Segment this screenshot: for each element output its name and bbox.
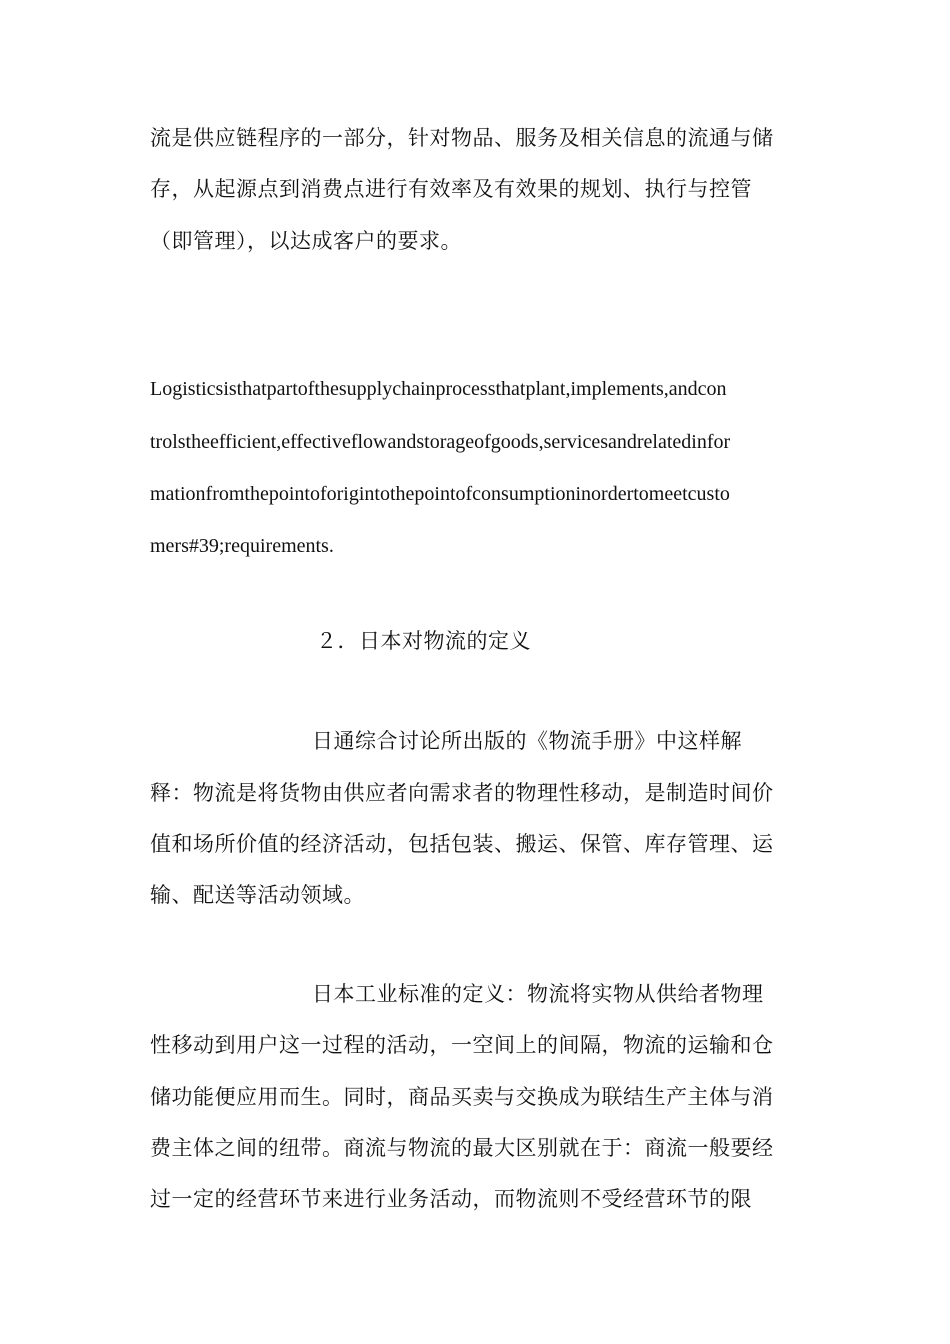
text-line: Logisticsisthatpartofthesupplychainprocessthatplant,implements,andcon [150, 378, 727, 400]
text-line: 输、配送等活动领域。 [150, 883, 365, 907]
text-line: mers#39;requirements. [150, 535, 334, 557]
text-line: 存，从起源点到消费点进行有效率及有效果的规划、执行与控管 [150, 177, 752, 201]
text-line: trolstheefficient,effectiveflowandstorageofgoods,servicesandrelatedinfor [150, 431, 731, 453]
text-line: 性移动到用户这一过程的活动，一空间上的间隔，物流的运输和仓 [150, 1033, 774, 1057]
text-line: 储功能便应用而生。同时，商品买卖与交换成为联结生产主体与消 [150, 1085, 774, 1109]
text-line: 流是供应链程序的一部分，针对物品、服务及相关信息的流通与储 [150, 126, 774, 150]
text-line: 过一定的经营环节来进行业务活动，而物流则不受经营环节的限 [150, 1187, 752, 1211]
text-line: 值和场所价值的经济活动，包括包装、搬运、保管、库存管理、运 [150, 832, 774, 856]
section-heading: ２．日本对物流的定义 [316, 629, 531, 653]
text-line: 费主体之间的纽带。商流与物流的最大区别就在于：商流一般要经 [150, 1136, 774, 1160]
text-line: mationfromthepointoforigintothepointofconsumptioninordertomeetcusto [150, 483, 730, 505]
text-line: 日通综合讨论所出版的《物流手册》中这样解 [312, 729, 742, 753]
text-line: （即管理），以达成客户的要求。 [150, 229, 462, 253]
text-line: 释：物流是将货物由供应者向需求者的物理性移动，是制造时间价 [150, 781, 774, 805]
text-line: 日本工业标准的定义：物流将实物从供给者物理 [312, 982, 764, 1006]
